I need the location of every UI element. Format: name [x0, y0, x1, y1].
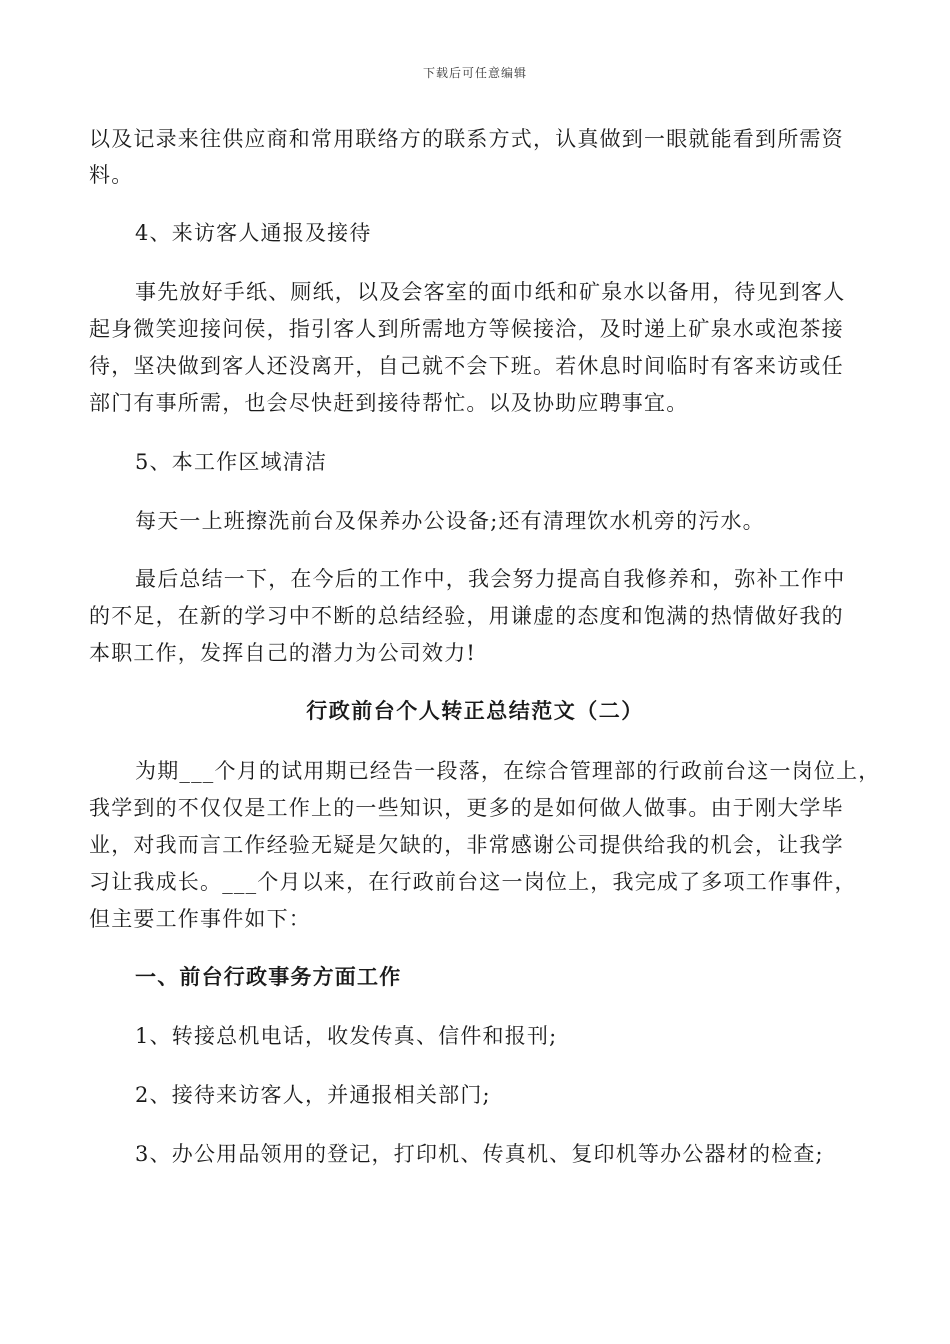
list-heading: 4、来访客人通报及接待 [135, 221, 372, 245]
list-item: 3、办公用品领用的登记，打印机、传真机、复印机等办公器材的检查; [135, 1142, 824, 1166]
subsection-heading: 一、前台行政事务方面工作 [135, 964, 402, 989]
list-heading: 5、本工作区域清洁 [135, 450, 328, 474]
paragraph-line: 业，对我而言工作经验无疑是欠缺的，非常感谢公司提供给我的机会，让我学 [89, 833, 844, 857]
paragraph-line: 每天一上班擦洗前台及保养办公设备;还有清理饮水机旁的污水。 [135, 509, 765, 533]
section-title: 行政前台个人转正总结范文（二） [306, 698, 644, 723]
paragraph-line: 以及记录来往供应商和常用联络方的联系方式，认真做到一眼就能看到所需资 [89, 127, 844, 151]
paragraph-line: 最后总结一下，在今后的工作中，我会努力提高自我修养和，弥补工作中 [135, 567, 846, 591]
list-item: 2、接待来访客人，并通报相关部门; [135, 1083, 491, 1107]
paragraph-line: 本职工作，发挥自己的潜力为公司效力! [89, 641, 477, 665]
list-item: 1、转接总机电话，收发传真、信件和报刊; [135, 1024, 558, 1048]
paragraph-line: 的不足，在新的学习中不断的总结经验，用谦虚的态度和饱满的热情做好我的 [89, 604, 844, 628]
paragraph-line: 但主要工作事件如下： [89, 907, 311, 931]
page-header: 下载后可任意编辑 [422, 66, 527, 80]
paragraph-line: 我学到的不仅仅是工作上的一些知识，更多的是如何做人做事。由于刚大学毕 [89, 796, 844, 820]
paragraph-line: 起身微笑迎接问侯，指引客人到所需地方等候接洽，及时递上矿泉水或泡茶接 [89, 317, 844, 341]
paragraph-line: 待，坚决做到客人还没离开，自己就不会下班。若休息时间临时有客来访或任 [89, 354, 844, 378]
paragraph-line: 习让我成长。___个月以来，在行政前台这一岗位上，我完成了多项工作事件， [89, 870, 857, 894]
paragraph-line: 料。 [89, 163, 134, 187]
paragraph-line: 部门有事所需，也会尽快赶到接待帮忙。以及协助应聘事宜。 [89, 391, 689, 415]
paragraph-line: 为期___个月的试用期已经告一段落，在综合管理部的行政前台这一岗位上， [135, 759, 881, 783]
paragraph-line: 事先放好手纸、厕纸，以及会客室的面巾纸和矿泉水以备用，待见到客人 [135, 280, 846, 304]
